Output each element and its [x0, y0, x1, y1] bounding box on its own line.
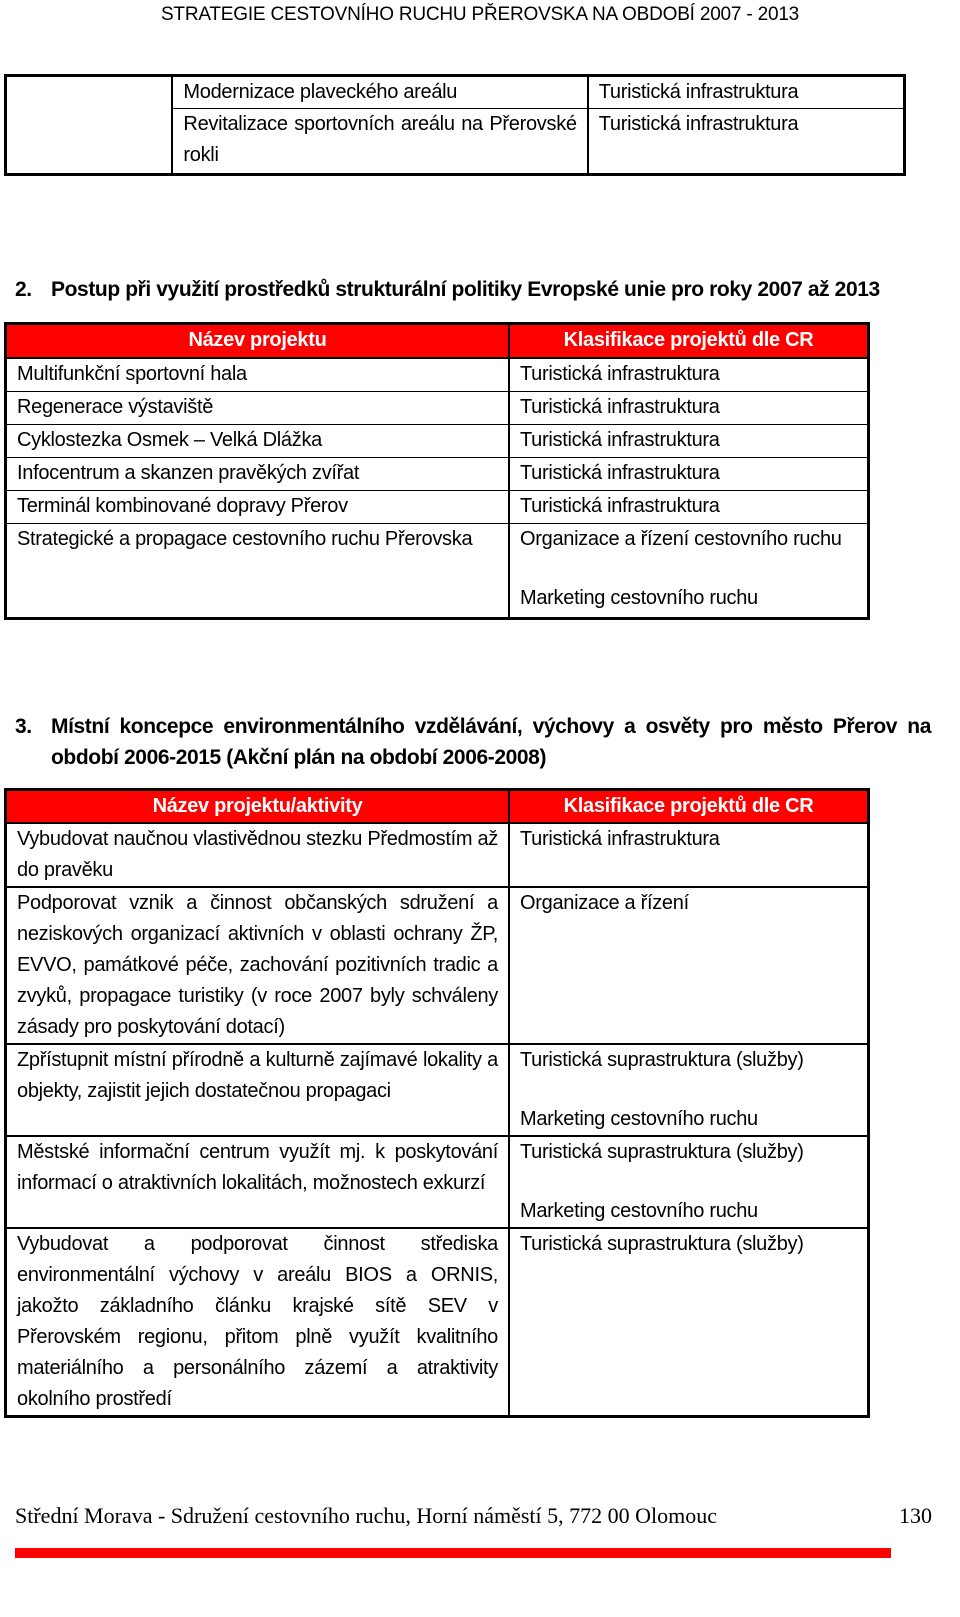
- classification-line: Marketing cestovního ruchu: [520, 587, 758, 609]
- classification-cell: Turistická infrastruktura: [509, 425, 869, 458]
- project-name-cell: Terminál kombinované dopravy Přerov: [6, 491, 510, 524]
- table-row: [6, 1228, 869, 1417]
- empty-cell: [6, 76, 173, 175]
- classification-cell: Turistická infrastruktura: [588, 76, 905, 109]
- classification-cell: Organizace a řízení: [509, 887, 869, 1044]
- project-name-cell: Vybudovat a podporovat činnost střediska environmentální výchovy v areálu BIOS a ORNIS, jakožto základního článku krajské sítě SEV v Přerovském regionu, přitom plně využít kvalitního materiálního a personálního zázemí a atraktivity okolního prostředí: [6, 1228, 510, 1417]
- table-row: [6, 76, 905, 109]
- page-header: STRATEGIE CESTOVNÍHO RUCHU PŘEROVSKA NA OBDOBÍ 2007 - 2013: [160, 4, 800, 25]
- table-row: [6, 1044, 869, 1136]
- table-row: [6, 358, 869, 392]
- column-header-name: Název projektu/aktivity: [6, 790, 510, 824]
- table-row: [6, 491, 869, 524]
- project-name-cell: Revitalizace sportovních areálu na Přerovské rokli: [172, 109, 587, 175]
- classification-cell: [509, 1044, 869, 1136]
- classification-line: Organizace a řízení cestovního ruchu: [520, 528, 842, 550]
- section-3-table: [4, 788, 870, 1418]
- table-row: [6, 823, 869, 887]
- classification-line: Turistická suprastruktura (služby): [520, 1141, 804, 1163]
- project-name-cell: Infocentrum a skanzen pravěkých zvířat: [6, 458, 510, 491]
- section-2-table: [4, 322, 870, 620]
- table-header-row: [6, 790, 869, 824]
- project-name-cell: Městské informační centrum využít mj. k poskytování informací o atraktivních lokalitách, možnostech exkurzí: [6, 1136, 510, 1228]
- table-row: [6, 524, 869, 619]
- classification-cell: Turistická infrastruktura: [509, 458, 869, 491]
- project-name-cell: Vybudovat naučnou vlastivědnou stezku Předmostím až do pravěku: [6, 823, 510, 887]
- classification-cell: Turistická infrastruktura: [509, 392, 869, 425]
- table-row: [6, 1136, 869, 1228]
- project-name-cell: Cyklostezka Osmek – Velká Dlážka: [6, 425, 510, 458]
- column-header-classification: Klasifikace projektů dle CR: [509, 324, 869, 359]
- project-name-cell: Modernizace plaveckého areálu: [172, 76, 587, 109]
- project-name-cell: Zpřístupnit místní přírodně a kulturně zajímavé lokality a objekty, zajistit jejich dostatečnou propagaci: [6, 1044, 510, 1136]
- footer-text: Střední Morava - Sdružení cestovního ruchu, Horní náměstí 5, 772 00 Olomouc: [15, 1503, 718, 1528]
- section-2-title: Postup při využití prostředků strukturální politiky Evropské unie pro roky 2007 až 2013: [51, 278, 880, 301]
- table-header-row: [6, 324, 869, 359]
- table-row: [6, 425, 869, 458]
- column-header-name: Název projektu: [6, 324, 510, 359]
- section-2-number: 2.: [15, 278, 32, 301]
- classification-cell: Turistická infrastruktura: [598, 113, 799, 135]
- classification-cell: [509, 524, 869, 619]
- column-header-classification: Klasifikace projektů dle CR: [509, 790, 869, 824]
- classification-line: Turistická suprastruktura (služby): [520, 1049, 804, 1071]
- classification-line: Marketing cestovního ruchu: [520, 1108, 758, 1130]
- page-number: 130: [899, 1503, 932, 1528]
- table-continuation: [4, 74, 906, 176]
- section-3-title: Místní koncepce environmentálního vzdělávání, výchovy a osvěty pro město Přerov na období 2006-2015 (Akční plán na období 2006-2008): [51, 715, 931, 769]
- classification-cell: Turistická infrastruktura: [509, 358, 869, 392]
- table-row: [6, 458, 869, 491]
- page-footer: [15, 1503, 932, 1529]
- project-name-cell: Regenerace výstaviště: [6, 392, 510, 425]
- table-row: [6, 887, 869, 1044]
- section-3-number: 3.: [15, 715, 32, 738]
- footer-accent-bar: [15, 1548, 891, 1558]
- classification-cell: Turistická infrastruktura: [509, 823, 869, 887]
- project-name-cell: Multifunkční sportovní hala: [6, 358, 510, 392]
- table-row: [6, 392, 869, 425]
- project-name-cell: Podporovat vznik a činnost občanských sdružení a neziskových organizací aktivních v oblasti ochrany ŽP, EVVO, památkové péče, zachování pozitivních tradic a zvyků, propagace turistiky (v roce 2007 byly schváleny zásady pro poskytování dotací): [6, 887, 510, 1044]
- classification-cell: Turistická infrastruktura: [509, 491, 869, 524]
- classification-line: Marketing cestovního ruchu: [520, 1200, 758, 1222]
- classification-cell: [509, 1136, 869, 1228]
- project-name-cell: Strategické a propagace cestovního ruchu Přerovska: [6, 524, 510, 619]
- classification-cell: Turistická suprastruktura (služby): [520, 1233, 804, 1255]
